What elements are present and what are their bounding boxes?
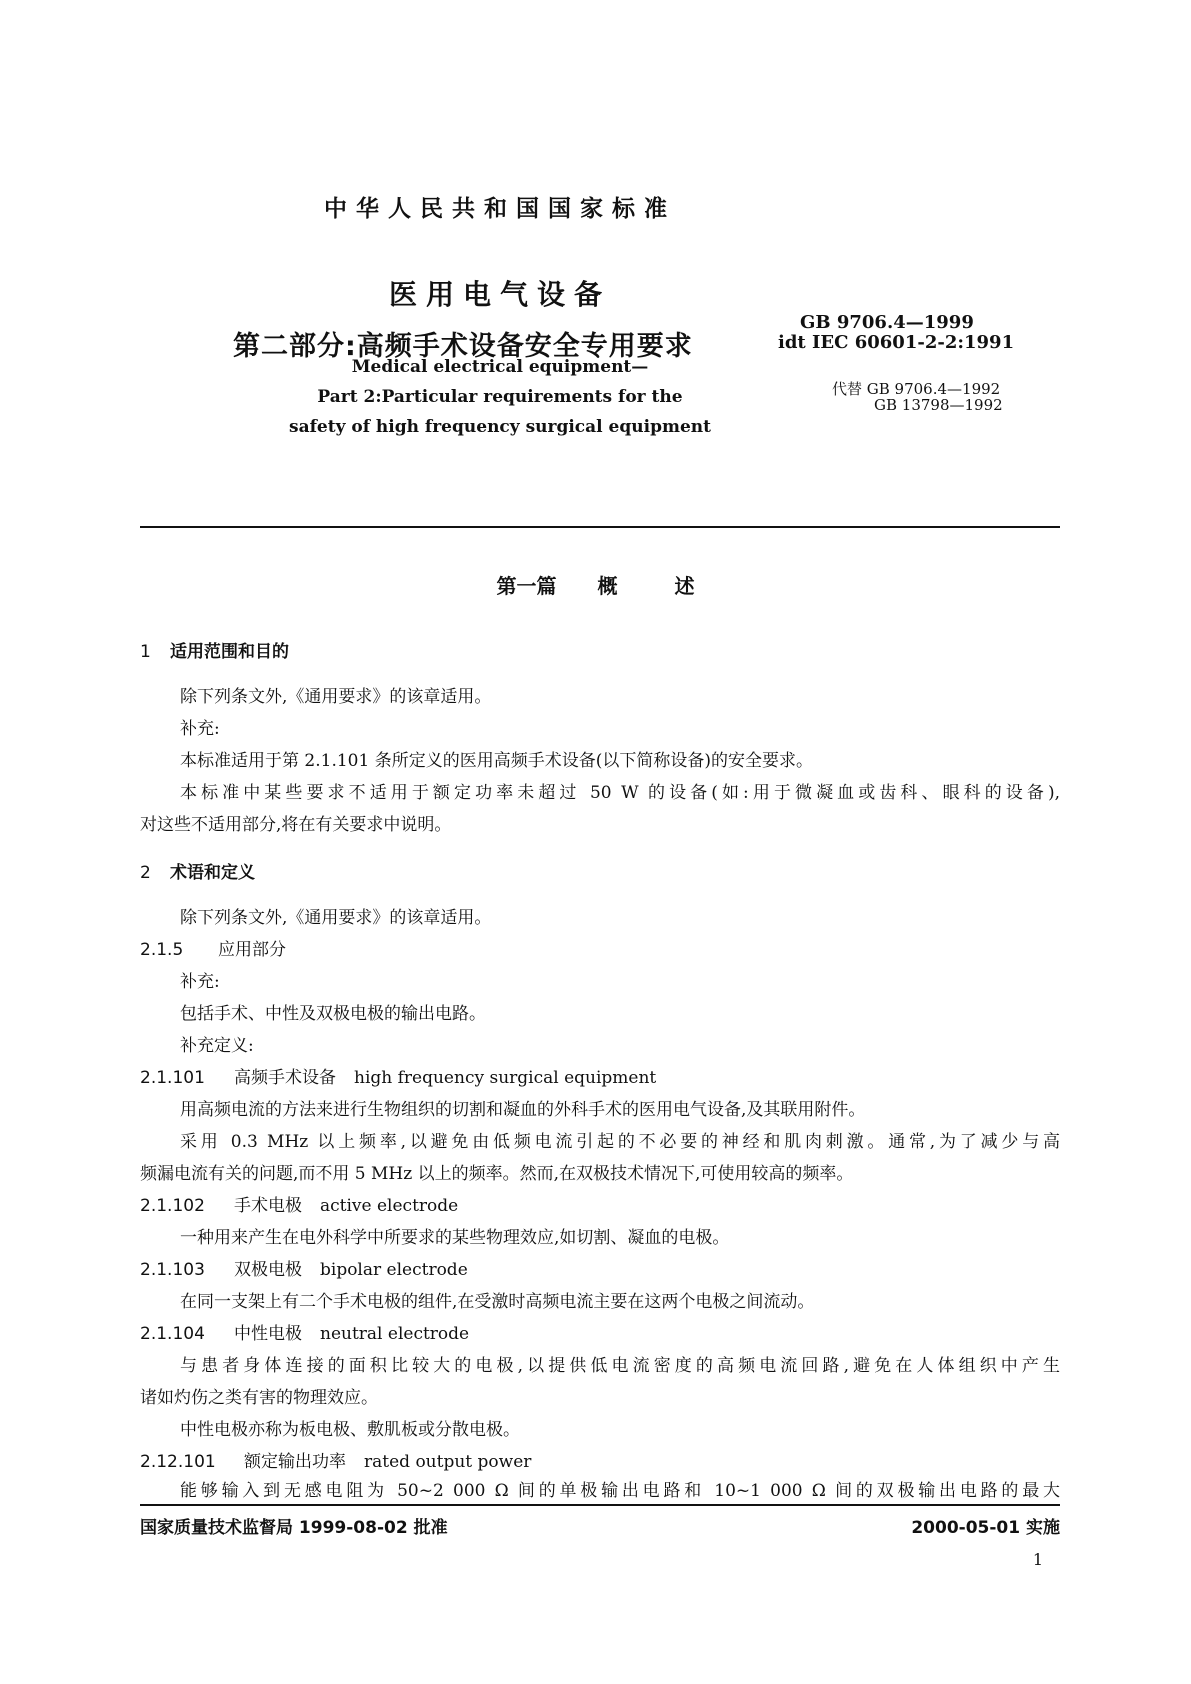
term-2-1-103: [140, 1255, 468, 1280]
clause2-p1: 除下列条文外,《通用要求》的该章适用。: [180, 908, 492, 928]
term-2-1-101-p1: 用高频电流的方法来进行生物组织的切割和凝血的外科手术的医用电气设备,及其联用附件。: [180, 1100, 866, 1120]
term-2-1-104: [140, 1319, 469, 1344]
effective-date: 2000-05-01 实施: [911, 1518, 1060, 1538]
page-number: 1: [1032, 1550, 1043, 1569]
term-name-cn: 额定输出功率: [244, 1452, 346, 1472]
clause2-number: 2: [140, 863, 151, 883]
term-2-1-101-p2a: 采用 0.3 MHz 以上频率,以避免由低频电流引起的不必要的神经和肌肉刺激。通常,为了减少与高: [180, 1132, 1060, 1152]
footer-divider: [140, 1504, 1060, 1506]
english-title-line3: safety of high frequency surgical equipment: [289, 417, 711, 437]
term-2-1-5-p2: 包括手术、中性及双极电极的输出电路。: [180, 1004, 486, 1024]
clause1-number: 1: [140, 642, 151, 662]
term-2-1-5-p3: 补充定义:: [180, 1036, 254, 1056]
section-title-part3: 述: [674, 574, 695, 598]
section-title-part2: 概: [597, 574, 618, 598]
term-2-1-104-p1b: 诸如灼伤之类有害的物理效应。: [140, 1388, 378, 1408]
term-name-cn: 高频手术设备: [234, 1068, 336, 1088]
national-standard-heading: 中华人民共和国国家标准: [324, 196, 676, 222]
clause1-p1: 除下列条文外,《通用要求》的该章适用。: [180, 687, 492, 707]
term-number: 2.1.5: [140, 940, 184, 960]
term-name-cn: 中性电极: [234, 1324, 302, 1344]
approval-date: 国家质量技术监督局 1999-08-02 批准: [140, 1518, 448, 1538]
section-title: [0, 570, 1191, 599]
term-2-1-5: [140, 935, 286, 960]
term-2-12-101: [140, 1447, 531, 1472]
term-name-en: high frequency surgical equipment: [354, 1068, 657, 1088]
clause1-p3: 本标准适用于第 2.1.101 条所定义的医用高频手术设备(以下简称设备)的安全要求。: [180, 751, 813, 771]
standard-code: GB 9706.4—1999: [800, 312, 974, 333]
english-title-line2: Part 2:Particular requirements for the: [317, 387, 683, 407]
clause1-heading: [140, 637, 289, 662]
clause1-title: 适用范围和目的: [170, 642, 289, 662]
clause1-p4b: 对这些不适用部分,将在有关要求中说明。: [140, 815, 452, 835]
term-name-cn: 手术电极: [234, 1196, 302, 1216]
term-name-en: rated output power: [364, 1452, 532, 1472]
clause2-title: 术语和定义: [170, 863, 255, 883]
header-divider: [140, 526, 1060, 528]
term-2-1-104-p2: 中性电极亦称为板电极、敷肌板或分散电极。: [180, 1420, 520, 1440]
term-2-1-5-p1: 补充:: [180, 972, 220, 992]
document-title-line2: 第二部分:高频手术设备安全专用要求: [233, 331, 693, 362]
term-name-en: active electrode: [320, 1196, 459, 1216]
replaces-line2: GB 13798—1992: [874, 396, 1003, 414]
term-number: 2.12.101: [140, 1452, 216, 1472]
term-number: 2.1.102: [140, 1196, 205, 1216]
term-name: 应用部分: [218, 940, 286, 960]
section-title-part1: 第一篇: [496, 574, 557, 598]
term-2-12-101-p1: 能够输入到无感电阻为 50~2 000 Ω 间的单极输出电路和 10~1 000 Ω 间的双极输出电路的最大: [180, 1481, 1060, 1501]
term-2-1-104-p1a: 与患者身体连接的面积比较大的电极,以提供低电流密度的高频电流回路,避免在人体组织中产生: [180, 1356, 1060, 1376]
replaces-line1: 代替 GB 9706.4—1992: [832, 380, 1001, 398]
term-number: 2.1.103: [140, 1260, 205, 1280]
term-name-en: bipolar electrode: [320, 1260, 468, 1280]
term-2-1-102-p1: 一种用来产生在电外科学中所要求的某些物理效应,如切割、凝血的电极。: [180, 1228, 730, 1248]
clause1-p4a: 本标准中某些要求不适用于额定功率未超过 50 W 的设备(如:用于微凝血或齿科、眼科的设备),: [180, 783, 1060, 803]
english-title-line1: Medical electrical equipment—: [351, 357, 649, 377]
term-name-cn: 双极电极: [234, 1260, 302, 1280]
term-2-1-101-p2b: 频漏电流有关的问题,而不用 5 MHz 以上的频率。然而,在双极技术情况下,可使用较高的频率。: [140, 1164, 854, 1184]
term-2-1-103-p1: 在同一支架上有二个手术电极的组件,在受激时高频电流主要在这两个电极之间流动。: [180, 1292, 815, 1312]
clause2-heading: [140, 858, 255, 883]
term-2-1-101: [140, 1063, 656, 1088]
document-title-line1: 医用电气设备: [388, 278, 611, 311]
term-2-1-102: [140, 1191, 458, 1216]
term-number: 2.1.104: [140, 1324, 205, 1344]
term-number: 2.1.101: [140, 1068, 205, 1088]
clause1-p2: 补充:: [180, 719, 220, 739]
term-name-en: neutral electrode: [320, 1324, 470, 1344]
idt-code: idt IEC 60601-2-2:1991: [778, 332, 1015, 353]
